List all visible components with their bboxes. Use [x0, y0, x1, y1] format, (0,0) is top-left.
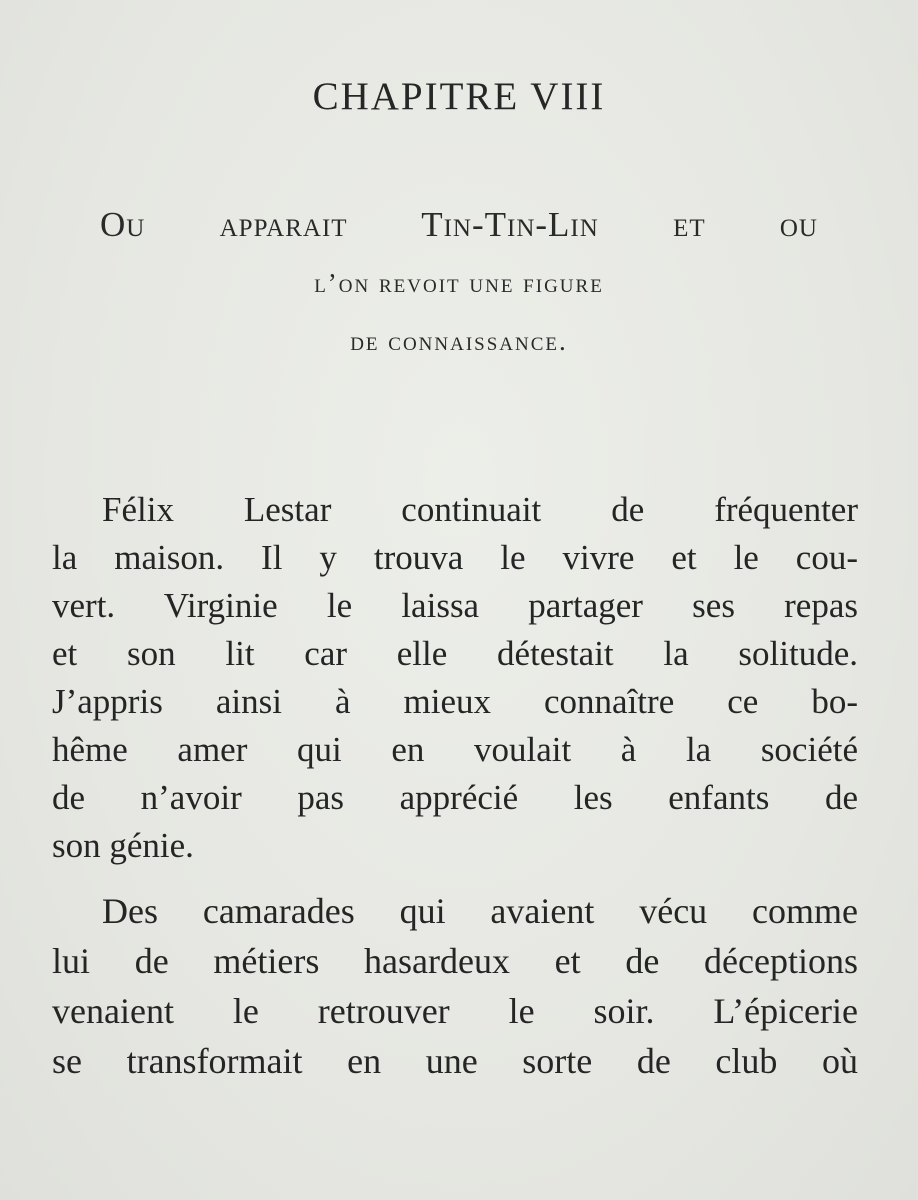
text-line: Des camarades qui avaient vécu comme — [102, 891, 858, 931]
text-line: venaient le retrouver le soir. L’épicerie — [52, 991, 858, 1031]
text-line: la maison. Il y trouva le vivre et le cou- — [52, 538, 858, 577]
paragraph — [52, 886, 858, 1086]
text-line: vert. Virginie le laissa partager ses repas — [52, 586, 858, 625]
body-text — [52, 486, 858, 1086]
text-line: J’appris ainsi à mieux connaître ce bo- — [52, 682, 858, 721]
text-line: se transformait en une sorte de club où — [52, 1041, 858, 1081]
text-line: hême amer qui en voulait à la société — [52, 730, 858, 769]
chapter-subtitle — [60, 196, 858, 370]
subtitle-line: de connaissance. — [350, 326, 568, 356]
text-line: de n’avoir pas apprécié les enfants de — [52, 778, 858, 817]
text-line: son génie. — [52, 826, 194, 865]
subtitle-line: Ou apparait Tin-Tin-Lin et ou — [100, 205, 818, 244]
text-line: lui de métiers hasardeux et de déceptions — [52, 941, 858, 981]
text-line: et son lit car elle détestait la solitude. — [52, 634, 858, 673]
subtitle-line: l’on revoit une figure — [314, 268, 604, 298]
paragraph — [52, 486, 858, 870]
text-line: Félix Lestar continuait de fréquenter — [102, 490, 858, 529]
chapter-title: CHAPITRE VIII — [312, 75, 606, 118]
